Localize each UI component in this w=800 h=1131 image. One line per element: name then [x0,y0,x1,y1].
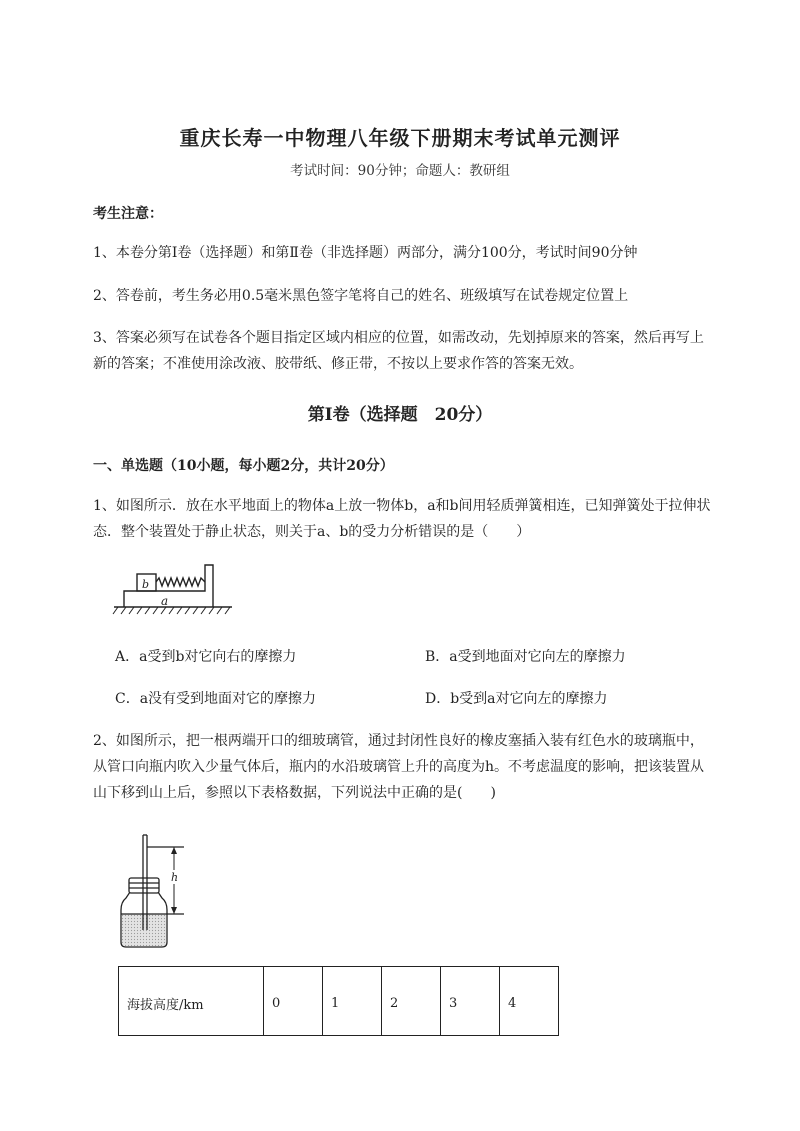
table-cell: 4 [500,967,559,1036]
spring-blocks-figure [110,560,240,620]
table-cell: 3 [441,967,500,1036]
question-1-stem: 1、如图所示．放在水平地面上的物体a上放一物体b，a和b间用轻质弹簧相连，已知弹簧处于拉伸状态．整个装置处于静止状态，则关于a、b的受力分析错误的是（ ） [93,498,711,540]
question-1-option-d[interactable]: D．b受到a对它向左的摩擦力 [425,691,608,707]
table-row [119,967,559,1036]
question-1-option-b[interactable]: B．a受到地面对它向左的摩擦力 [425,649,626,665]
notice-item-3: 3、答案必须写在试卷各个题目指定区域内相应的位置，如需改动，先划掉原来的答案，然后再写上新的答案；不准使用涂改液、胶带纸、修正带，不按以上要求作答的答案无效。 [93,330,704,372]
bottle-tube-figure [112,830,202,955]
altitude-table [118,966,559,1036]
table-cell: 1 [323,967,382,1036]
block-b-label: b [142,578,150,591]
exam-info: 考试时间：90分钟；命题人：教研组 [290,163,510,179]
notice-heading: 考生注意： [93,206,163,222]
question-1-option-a[interactable]: A．a受到b对它向右的摩擦力 [115,649,297,665]
block-a-label: a [161,594,169,608]
question-1-option-c[interactable]: C．a没有受到地面对它的摩擦力 [115,691,317,707]
section-title: 第I卷（选择题 20分） [307,405,493,425]
table-header-cell: 海拔高度/km [119,967,264,1036]
page-title: 重庆长寿一中物理八年级下册期末考试单元测评 [179,126,621,150]
part-title: 一、单选题（10小题，每小题2分，共计20分） [93,458,394,474]
table-cell: 0 [264,967,323,1036]
question-2-stem: 2、如图所示，把一根两端开口的细玻璃管，通过封闭性良好的橡皮塞插入装有红色水的玻璃瓶中，从管口向瓶内吹入少量气体后，瓶内的水沿玻璃管上升的高度为h。不考虑温度的影响，把该装置从山下移到山上后，参照以下表格数据，下列说法中正确的是( ) [93,733,705,801]
notice-item-1: 1、本卷分第I卷（选择题）和第Ⅱ卷（非选择题）两部分，满分100分，考试时间90分钟 [93,245,638,261]
table-cell: 2 [382,967,441,1036]
notice-item-2: 2、答卷前，考生务必用0.5毫米黑色签字笔将自己的姓名、班级填写在试卷规定位置上 [93,288,629,304]
height-h-label: h [171,871,179,884]
